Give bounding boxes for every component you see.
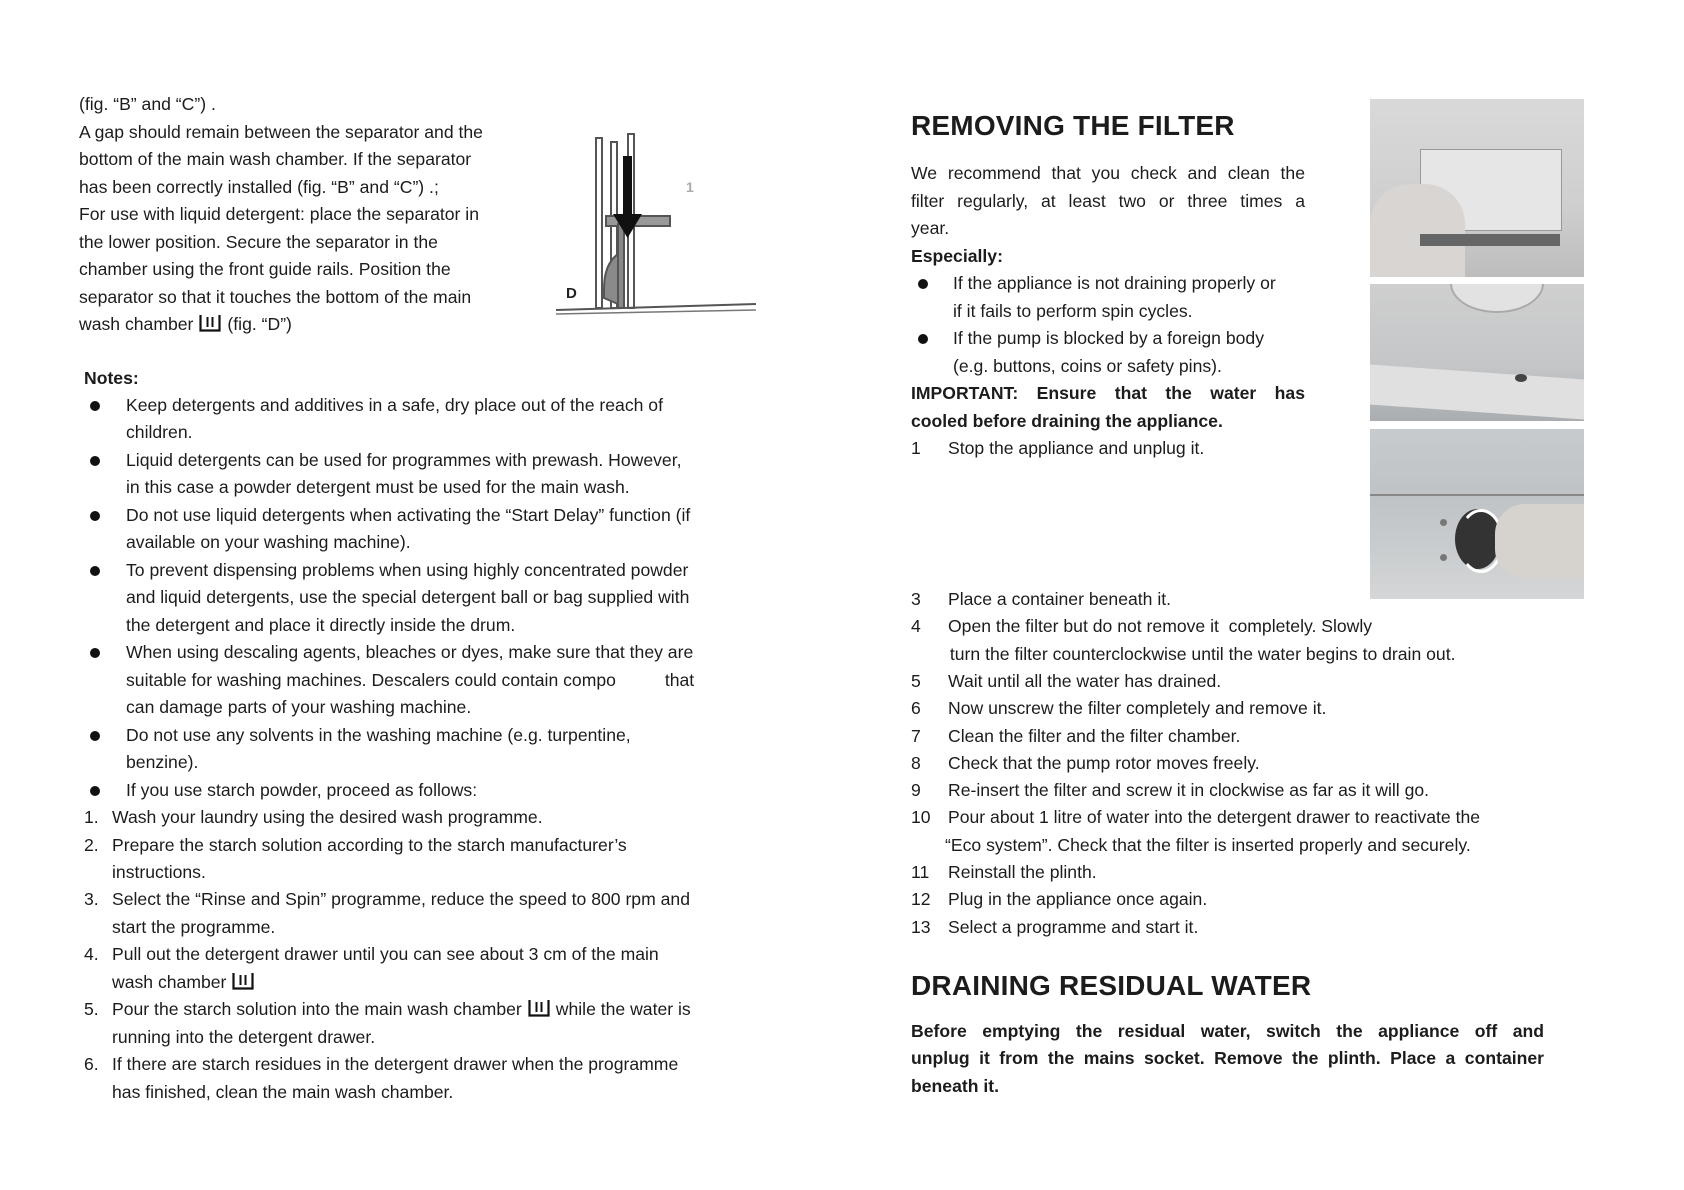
filter-step-line: Place a container beneath it. (948, 589, 1172, 609)
starch-step-line (112, 996, 691, 1024)
text-segment: the lower position. Secure the separator in the (79, 231, 438, 252)
bullet-icon (90, 731, 100, 741)
text-segment: bottom of the main wash chamber. If the separator (79, 149, 472, 169)
filter-step-line: Open the filter but do not remove it completely. Slowly (948, 616, 1373, 637)
note-line (126, 584, 689, 612)
photo-turning-filter (1370, 429, 1584, 599)
filter-step-line: Reinstall the plinth. (948, 862, 1097, 882)
note-line (126, 694, 471, 722)
text-segment: When using descaling agents, bleaches or dyes, make sure that they are (126, 642, 694, 663)
drain-instruction-line: unplug it from the mains socket. Remove the plinth. Place a container (911, 1048, 1544, 1069)
filter-step-line: Re-insert the filter and screw it in clockwise as far as it will go. (948, 780, 1430, 801)
starch-step-line (112, 859, 206, 887)
note-line (126, 749, 198, 777)
section-title-draining-water: DRAINING RESIDUAL WATER (911, 970, 1312, 1001)
text-segment: If there are starch residues in the detergent drawer when the programme (112, 1054, 679, 1075)
starch-step-line (112, 914, 275, 942)
intro-line (79, 119, 483, 147)
filter-step-line: Now unscrew the filter completely and remove it. (948, 698, 1327, 719)
step-number: 13 (911, 916, 931, 937)
text-segment: For use with liquid detergent: place the separator in (79, 204, 480, 224)
intro-line (79, 311, 292, 339)
filter-step-line: Plug in the appliance once again. (948, 889, 1208, 910)
text-segment: Wash your laundry using the desired wash programme. (112, 807, 543, 828)
filter-step-line: Clean the filter and the filter chamber. (948, 725, 1241, 746)
text-segment: wash chamber (79, 314, 194, 334)
note-line (126, 419, 193, 447)
main-wash-chamber-icon (528, 998, 550, 1026)
text-segment: Do not use any solvents in the washing machine (e.g. turpentine, (126, 724, 631, 745)
note-line (126, 667, 694, 695)
text-segment: has finished, clean the main wash chamber. (112, 1081, 454, 1102)
starch-step-line (112, 886, 690, 914)
bullet-icon (90, 511, 100, 521)
text-segment: available on your washing machine). (126, 532, 411, 553)
drain-instruction-line: Before emptying the residual water, switch the appliance off and (911, 1021, 1544, 1041)
starch-step-line (112, 804, 543, 832)
bullet-icon (90, 786, 100, 796)
step-number: 3. (84, 889, 99, 910)
note-line (126, 722, 631, 750)
photo-opening-filter-cover (1370, 99, 1584, 277)
text-segment: wash chamber (112, 971, 227, 992)
step-number: 12 (911, 889, 931, 910)
text-segment: benzine). (126, 752, 199, 773)
text-segment: Prepare the starch solution according to the starch manufacturer’s (112, 834, 627, 855)
text-segment: suitable for washing machines. Descalers could contain compo that (126, 669, 695, 690)
filter-step-line: turn the filter counterclockwise until the water begins to drain out. (945, 643, 1456, 664)
filter-step-line: Wait until all the water has drained. (948, 670, 1222, 691)
text-segment: Do not use liquid detergents when activating the “Start Delay” function (if (126, 504, 691, 525)
arrow-step-label: 1 (686, 179, 694, 195)
intro-line (79, 256, 451, 284)
main-wash-chamber-icon (199, 313, 221, 341)
filter-step-line: Check that the pump rotor moves freely. (948, 752, 1260, 773)
note-line (126, 502, 690, 530)
note-line (126, 557, 688, 585)
text-segment: has been correctly installed (fig. “B” and “C”) .; (79, 176, 439, 197)
intro-line (79, 91, 216, 119)
intro-line (79, 146, 471, 174)
filter-step-line: Select a programme and start it. (948, 916, 1199, 937)
note-line (126, 612, 515, 640)
text-segment: (fig. “B” and “C”) . (79, 94, 216, 114)
text-segment: Pull out the detergent drawer until you can see about 3 cm of the main (112, 944, 659, 965)
important-warning-line: cooled before draining the appliance. (911, 410, 1223, 431)
especially-label: Especially: (911, 245, 1003, 266)
text-segment: while the water is (555, 999, 691, 1020)
bullet-icon (918, 279, 928, 289)
intro-line (79, 229, 438, 257)
text-segment: running into the detergent drawer. (112, 1026, 376, 1047)
main-wash-chamber-icon (232, 971, 254, 999)
text-segment: (fig. “D”) (227, 314, 292, 334)
section-title-removing-filter: REMOVING THE FILTER (911, 110, 1235, 141)
filter-intro-line: filter regularly, at least two or three times a (911, 190, 1305, 211)
drain-instruction-line: beneath it. (911, 1075, 999, 1096)
step-number: 10 (911, 807, 931, 828)
filter-bullet-line: If the appliance is not draining properly or (953, 273, 1276, 293)
text-segment: start the programme. (112, 916, 276, 937)
photo-removing-plinth (1370, 284, 1584, 421)
filter-bullet-line: If the pump is blocked by a foreign body (953, 328, 1265, 348)
filter-bullet-line: if it fails to perform spin cycles. (953, 300, 1193, 321)
filter-intro-line: year. (911, 218, 950, 238)
text-segment: the detergent and place it directly inside the drum. (126, 614, 516, 635)
figure-label: D (566, 285, 577, 302)
step-number: 4. (84, 944, 99, 965)
step-number: 8 (911, 752, 921, 773)
step-number: 6 (911, 698, 921, 719)
note-line (126, 474, 630, 502)
step-number: 1 (911, 438, 921, 458)
note-line (126, 447, 681, 475)
bullet-icon (90, 401, 100, 411)
text-segment: children. (126, 422, 193, 443)
step-number: 2. (84, 834, 99, 855)
starch-step-line (112, 1024, 375, 1052)
step-number: 9 (911, 780, 921, 801)
bullet-icon (90, 648, 100, 658)
note-line (126, 777, 477, 805)
intro-line (79, 284, 471, 312)
step-number: 7 (911, 725, 921, 746)
text-segment: chamber using the front guide rails. Position the (79, 259, 451, 279)
note-line (126, 639, 693, 667)
starch-step-line (112, 1051, 678, 1079)
important-warning-line: IMPORTANT: Ensure that the water has (911, 383, 1305, 403)
notes-heading: Notes: (84, 368, 139, 388)
intro-line (79, 201, 479, 229)
step-number: 11 (911, 862, 930, 882)
filter-intro-line: We recommend that you check and clean the (911, 163, 1305, 183)
text-segment: instructions. (112, 861, 206, 882)
step-number: 4 (911, 616, 921, 637)
text-segment: To prevent dispensing problems when using highly concentrated powder (126, 559, 689, 580)
starch-step-line (112, 969, 260, 997)
step-number: 6. (84, 1054, 99, 1075)
note-line (126, 529, 411, 557)
separator-figure-d (556, 124, 761, 334)
text-segment: If you use starch powder, proceed as follows: (126, 779, 478, 800)
text-segment: separator so that it touches the bottom of the main (79, 286, 472, 307)
text-segment: Pour the starch solution into the main wash chamber (112, 999, 522, 1020)
text-segment: can damage parts of your washing machine. (126, 697, 472, 718)
step-number: 1. (84, 807, 99, 828)
text-segment: Liquid detergents can be used for programmes with prewash. However, (126, 449, 682, 470)
note-line (126, 392, 663, 420)
starch-step-line (112, 1079, 453, 1107)
bullet-icon (90, 566, 100, 576)
bullet-icon (918, 334, 928, 344)
starch-step-line (112, 941, 659, 969)
step-number: 5 (911, 670, 921, 691)
text-segment: A gap should remain between the separator and the (79, 121, 483, 142)
filter-step-line: Stop the appliance and unplug it. (948, 438, 1205, 458)
step-number: 5. (84, 999, 99, 1020)
text-segment: and liquid detergents, use the special detergent ball or bag supplied with (126, 587, 690, 608)
filter-step-line: “Eco system”. Check that the filter is inserted properly and securely. (945, 834, 1471, 855)
text-segment: in this case a powder detergent must be used for the main wash. (126, 477, 630, 498)
bullet-icon (90, 456, 100, 466)
filter-bullet-line: (e.g. buttons, coins or safety pins). (953, 355, 1222, 376)
text-segment: Keep detergents and additives in a safe, dry place out of the reach of (126, 395, 663, 415)
step-number: 3 (911, 589, 921, 609)
starch-step-line (112, 832, 627, 860)
text-segment: Select the “Rinse and Spin” programme, reduce the speed to 800 rpm and (112, 889, 690, 910)
intro-line (79, 174, 439, 202)
filter-step-line: Pour about 1 litre of water into the detergent drawer to reactivate the (948, 807, 1481, 828)
